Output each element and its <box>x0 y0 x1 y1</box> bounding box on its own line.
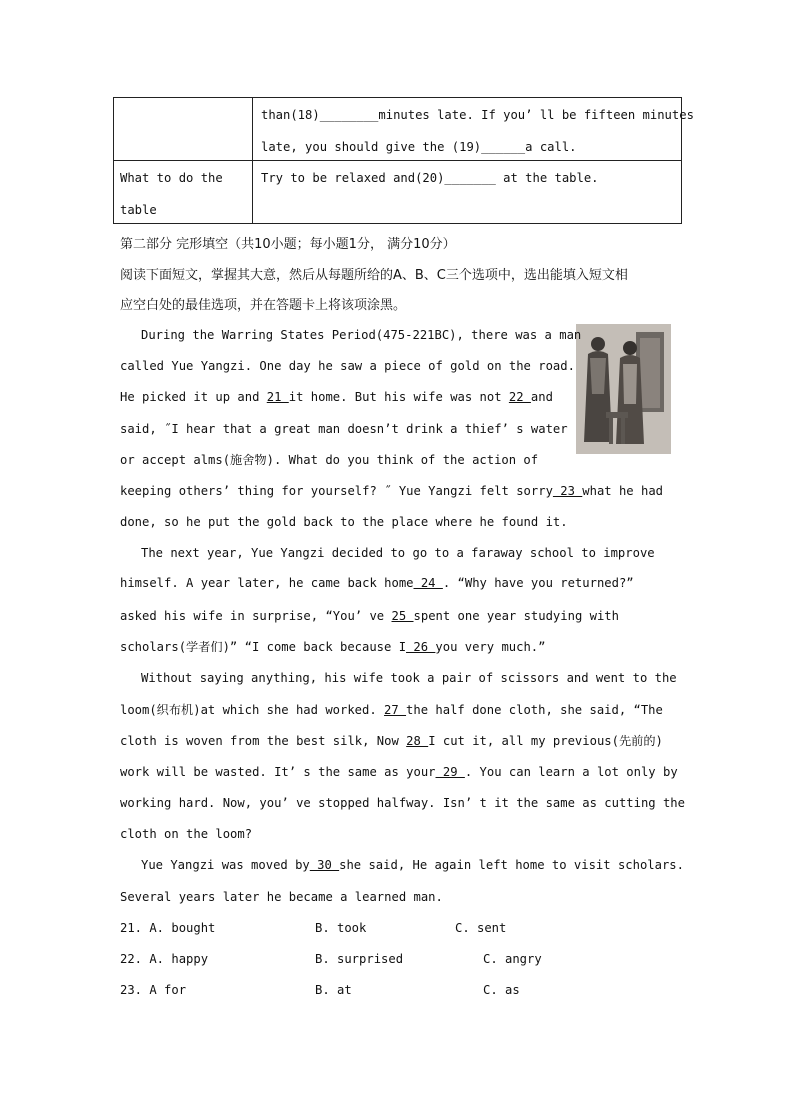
table-cell <box>114 161 253 224</box>
passage-line <box>141 858 684 872</box>
blank-29: 29 <box>435 765 465 779</box>
passage-text: keeping others’ thing for yourself? ˝ Yue Yangzi felt sorry <box>120 484 553 498</box>
passage-text: the half done cloth, she said, “The <box>406 703 663 717</box>
table-text-line: late, you should give the (19)______a call. <box>261 140 577 154</box>
passage-line: working hard. Now, you’ ve stopped halfway. Isn’ t it the same as cutting the <box>120 796 685 810</box>
blank-28: 28 <box>406 734 429 748</box>
question-option: 22. A. happy <box>120 952 209 966</box>
question-option: 23. A for <box>120 983 187 997</box>
passage-text: I cut it, all my previous(先前的) <box>428 734 663 748</box>
passage-text: it home. But his wife was not <box>288 390 509 404</box>
passage-text: Yue Yangzi was moved by <box>141 858 310 872</box>
question-option: B. surprised <box>315 952 404 966</box>
section-heading: 第二部分 完形填空（共10小题；每小题1分， 满分10分） <box>120 237 456 252</box>
illustration-image <box>576 324 671 454</box>
passage-text: asked his wife in surprise, “You’ ve <box>120 609 392 623</box>
passage-line: cloth on the loom? <box>120 827 253 841</box>
instruction-line: 阅读下面短文，掌握其大意，然后从每题所给的A、B、C三个选项中，选出能填入短文相 <box>120 268 628 283</box>
question-option: C. as <box>483 983 520 997</box>
passage-line: Without saying anything, his wife took a pair of scissors and went to the <box>141 671 677 685</box>
passage-line <box>120 609 619 623</box>
question-option: B. took <box>315 921 367 935</box>
passage-line <box>120 701 663 718</box>
passage-line <box>120 484 663 498</box>
instruction-line: 应空白处的最佳选项，并在答题卡上将该项涂黑。 <box>120 298 407 313</box>
passage-text: loom(织布机)at which she had worked. <box>120 703 385 717</box>
table-text-line: than(18)________minutes late. If you’ ll be fifteen minutes <box>261 108 694 122</box>
passage-text: she said, He again left home to visit scholars. <box>339 858 684 872</box>
blank-22: 22 <box>508 390 531 404</box>
passage-text: cloth is woven from the best silk, Now <box>120 734 407 748</box>
question-option: C. sent <box>455 921 507 935</box>
passage-line: The next year, Yue Yangzi decided to go to a faraway school to improve <box>141 546 655 560</box>
question-option: B. at <box>315 983 352 997</box>
blank-25: 25 <box>391 609 414 623</box>
passage-line: or accept alms(施舍物). What do you think of the action of <box>120 453 539 467</box>
passage-text: . You can learn a lot only by <box>464 765 678 779</box>
blank-27: 27 <box>384 703 407 717</box>
passage-text: . “Why have you returned?” <box>442 576 634 590</box>
blank-21: 21 <box>266 390 289 404</box>
table-text-line: What to do the <box>120 171 223 185</box>
passage-line <box>120 390 553 404</box>
question-option: 21. A. bought <box>120 921 216 935</box>
table-cell <box>253 98 694 161</box>
passage-line <box>120 732 663 749</box>
passage-text: scholars(学者们)” “I come back because I <box>120 640 407 654</box>
table-text-line: table <box>120 203 157 217</box>
passage-line <box>120 576 634 590</box>
passage-line <box>120 638 545 655</box>
table-cell <box>253 161 682 224</box>
story-illustration <box>576 324 671 454</box>
passage-line: During the Warring States Period(475-221BC), there was a man <box>141 328 582 342</box>
blank-23: 23 <box>552 484 583 498</box>
passage-line: Several years later he became a learned man. <box>120 890 443 904</box>
blank-24: 24 <box>413 576 443 590</box>
passage-text: spent one year studying with <box>413 609 619 623</box>
passage-line <box>120 765 678 779</box>
info-table <box>113 97 694 224</box>
passage-text: and <box>530 390 553 404</box>
passage-text: He picked it up and <box>120 390 267 404</box>
table-text-line: Try to be relaxed and(20)_______ at the table. <box>261 171 599 185</box>
table-cell-empty <box>114 98 253 161</box>
passage-text: what he had <box>582 484 663 498</box>
passage-line: called Yue Yangzi. One day he saw a piece of gold on the road. <box>120 359 575 373</box>
passage-line: done, so he put the gold back to the place where he found it. <box>120 515 568 529</box>
passage-line: said, ˝I hear that a great man doesn’t drink a thief’ s water <box>120 422 568 436</box>
passage-text: you very much.” <box>435 640 546 654</box>
passage-text: himself. A year later, he came back home <box>120 576 414 590</box>
blank-26: 26 <box>406 640 436 654</box>
passage-text: work will be wasted. It’ s the same as your <box>120 765 436 779</box>
blank-30: 30 <box>309 858 340 872</box>
question-option: C. angry <box>483 952 542 966</box>
